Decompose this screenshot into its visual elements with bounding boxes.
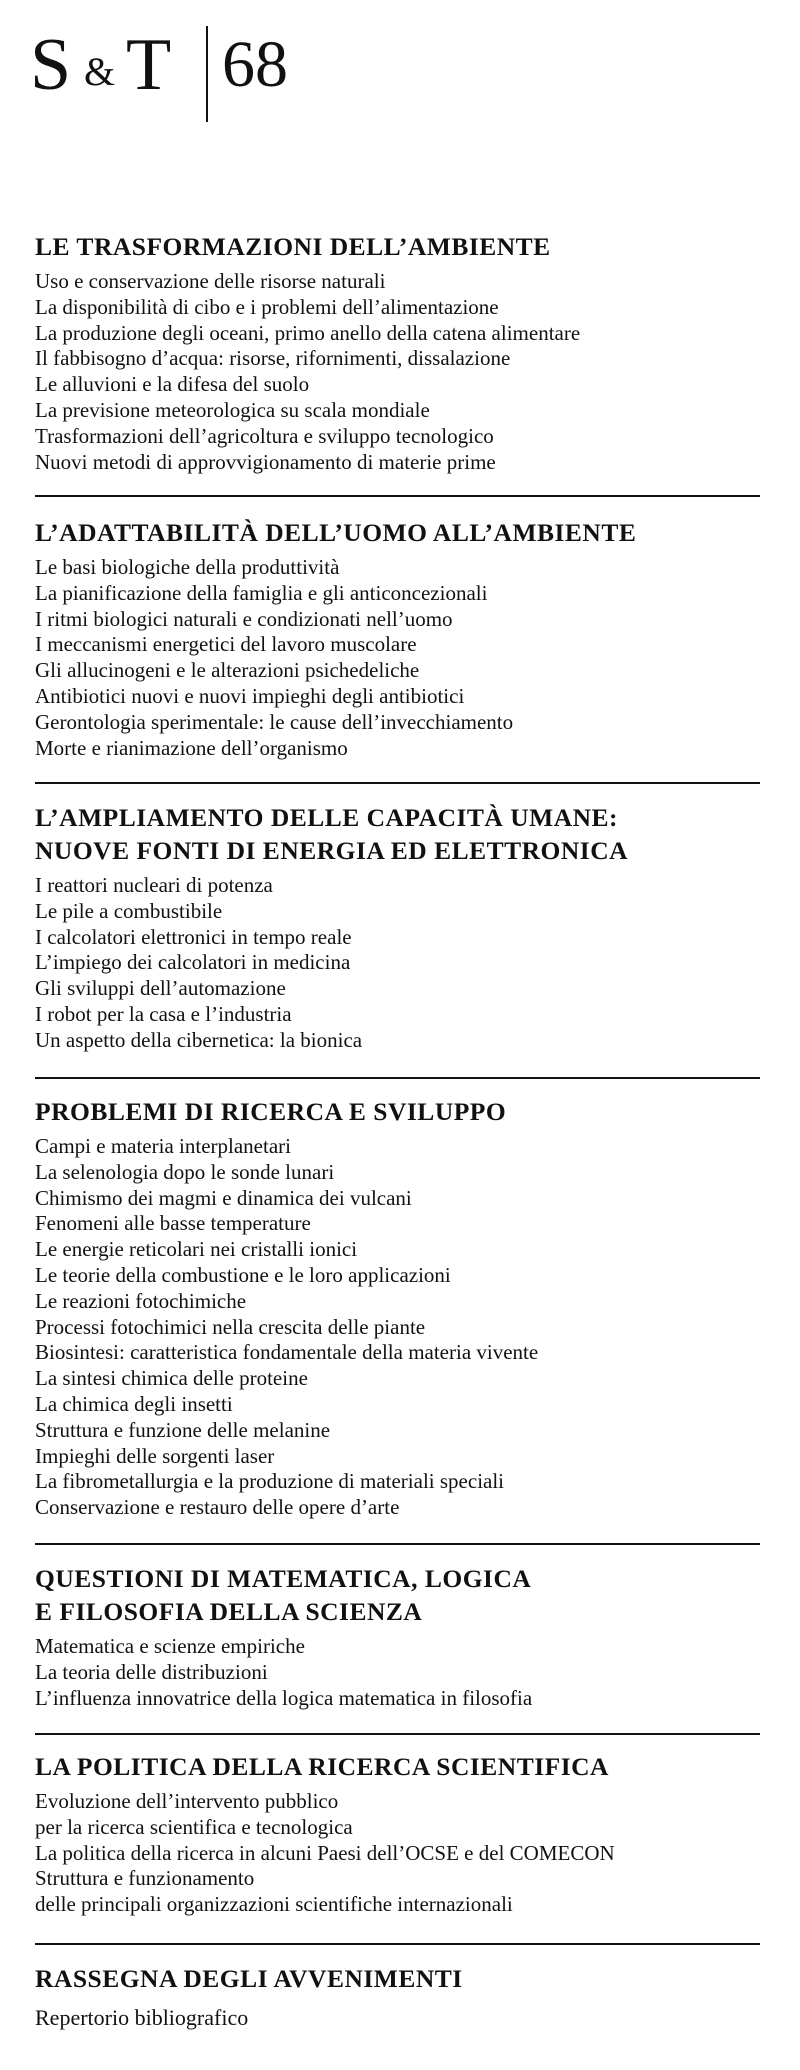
list-item: Fenomeni alle basse temperature [35, 1211, 311, 1236]
section-title: PROBLEMI DI RICERCA E SVILUPPO [35, 1097, 507, 1126]
list-item: Impieghi delle sorgenti laser [35, 1443, 275, 1468]
list-item: La pianificazione della famiglia e gli anticoncezionali [35, 580, 488, 605]
list-item: La politica della ricerca in alcuni Paesi dell’OCSE e del COMECON [35, 1840, 615, 1865]
list-item: Uso e conservazione delle risorse naturali [35, 269, 386, 293]
list-item: Gli allucinogeni e le alterazioni psichedeliche [35, 658, 420, 683]
section-rassegna [35, 1962, 765, 2031]
section-items [35, 269, 765, 475]
list-item: I reattori nucleari di potenza [35, 873, 273, 897]
section-divider [35, 1943, 760, 1945]
list-item: Un aspetto della cibernetica: la bionica [35, 1027, 363, 1052]
list-item: Il fabbisogno d’acqua: risorse, rifornimenti, dissalazione [35, 346, 511, 371]
list-item: La produzione degli oceani, primo anello della catena alimentare [35, 320, 581, 345]
list-item: La previsione meteorologica su scala mondiale [35, 397, 430, 422]
list-item: I ritmi biologici naturali e condizionati nell’uomo [35, 606, 453, 631]
section-politica-ricerca [35, 1750, 765, 1918]
list-item: La selenologia dopo le sonde lunari [35, 1159, 335, 1184]
section-items [35, 1634, 765, 1711]
list-item: Le basi biologiche della produttività [35, 555, 340, 579]
section-title: LE TRASFORMAZIONI DELL’AMBIENTE [35, 232, 551, 261]
section-ricerca-sviluppo [35, 1095, 765, 1521]
section-items [35, 1789, 765, 1918]
list-item: Conservazione e restauro delle opere d’arte [35, 1495, 400, 1520]
masthead-divider [206, 26, 208, 122]
list-item: Le reazioni fotochimiche [35, 1288, 247, 1313]
list-item: per la ricerca scientifica e tecnologica [35, 1814, 353, 1839]
list-item: Le alluvioni e la difesa del suolo [35, 372, 310, 397]
list-item: La teoria delle distribuzioni [35, 1659, 268, 1684]
list-item: Le energie reticolari nei cristalli ionici [35, 1237, 358, 1262]
issue-number: 68 [222, 28, 288, 101]
list-item: I meccanismi energetici del lavoro muscolare [35, 632, 417, 657]
list-item: Processi fotochimici nella crescita delle piante [35, 1314, 426, 1339]
section-title: L’ADATTABILITÀ DELL’UOMO ALL’AMBIENTE [35, 518, 637, 547]
list-item: I calcolatori elettronici in tempo reale [35, 924, 352, 949]
list-item: Campi e materia interplanetari [35, 1134, 291, 1158]
list-item: La fibrometallurgia e la produzione di materiali speciali [35, 1469, 505, 1494]
list-item: Antibiotici nuovi e nuovi impieghi degli antibiotici [35, 683, 465, 708]
list-item: I robot per la casa e l’industria [35, 1001, 292, 1026]
list-item: L’influenza innovatrice della logica matematica in filosofia [35, 1685, 533, 1710]
section-divider [35, 1543, 760, 1545]
section-divider [35, 1077, 760, 1079]
masthead-ampersand: & [84, 49, 116, 94]
list-item: Gerontologia sperimentale: le cause dell’invecchiamento [35, 709, 514, 734]
list-item: Trasformazioni dell’agricoltura e sviluppo tecnologico [35, 423, 494, 448]
section-divider [35, 1733, 760, 1735]
list-item: Matematica e scienze empiriche [35, 1634, 305, 1658]
section-items [35, 1134, 765, 1521]
section-items [35, 873, 765, 1054]
list-item: Struttura e funzione delle melanine [35, 1417, 331, 1442]
section-divider [35, 495, 760, 497]
section-adattabilita [35, 516, 765, 761]
list-item: Nuovi metodi di approvvigionamento di materie prime [35, 449, 496, 474]
list-item: Evoluzione dell’intervento pubblico [35, 1789, 339, 1813]
list-item: delle principali organizzazioni scientifiche internazionali [35, 1892, 513, 1917]
list-item: L’impiego dei calcolatori in medicina [35, 950, 351, 975]
masthead-t: T [126, 24, 172, 106]
list-item: La sintesi chimica delle proteine [35, 1366, 308, 1391]
list-item: Biosintesi: caratteristica fondamentale della materia vivente [35, 1340, 539, 1365]
section-capacita-umane [35, 801, 765, 1054]
list-item: Morte e rianimazione dell’organismo [35, 735, 348, 760]
section-ambiente [35, 230, 765, 475]
section-title: QUESTIONI DI MATEMATICA, LOGICA E FILOSOFIA DELLA SCIENZA [35, 1564, 532, 1626]
section-title: RASSEGNA DEGLI AVVENIMENTI [35, 1964, 463, 1993]
section-title: L’AMPLIAMENTO DELLE CAPACITÀ UMANE: NUOVE FONTI DI ENERGIA ED ELETTRONICA [35, 803, 629, 865]
masthead-s: S [30, 24, 72, 106]
list-item: Le pile a combustibile [35, 898, 223, 923]
section-divider [35, 782, 760, 784]
list-item: Chimismo dei magmi e dinamica dei vulcani [35, 1185, 412, 1210]
list-item: La chimica degli insetti [35, 1391, 233, 1416]
section-items [35, 555, 765, 761]
list-item: Le teorie della combustione e le loro applicazioni [35, 1262, 451, 1287]
list-item: Struttura e funzionamento [35, 1866, 255, 1891]
section-matematica [35, 1562, 765, 1711]
list-item: La disponibilità di cibo e i problemi dell’alimentazione [35, 294, 499, 319]
repertorio-bibliografico: Repertorio bibliografico [35, 2005, 249, 2030]
section-title: LA POLITICA DELLA RICERCA SCIENTIFICA [35, 1752, 609, 1781]
list-item: Gli sviluppi dell’automazione [35, 976, 286, 1001]
